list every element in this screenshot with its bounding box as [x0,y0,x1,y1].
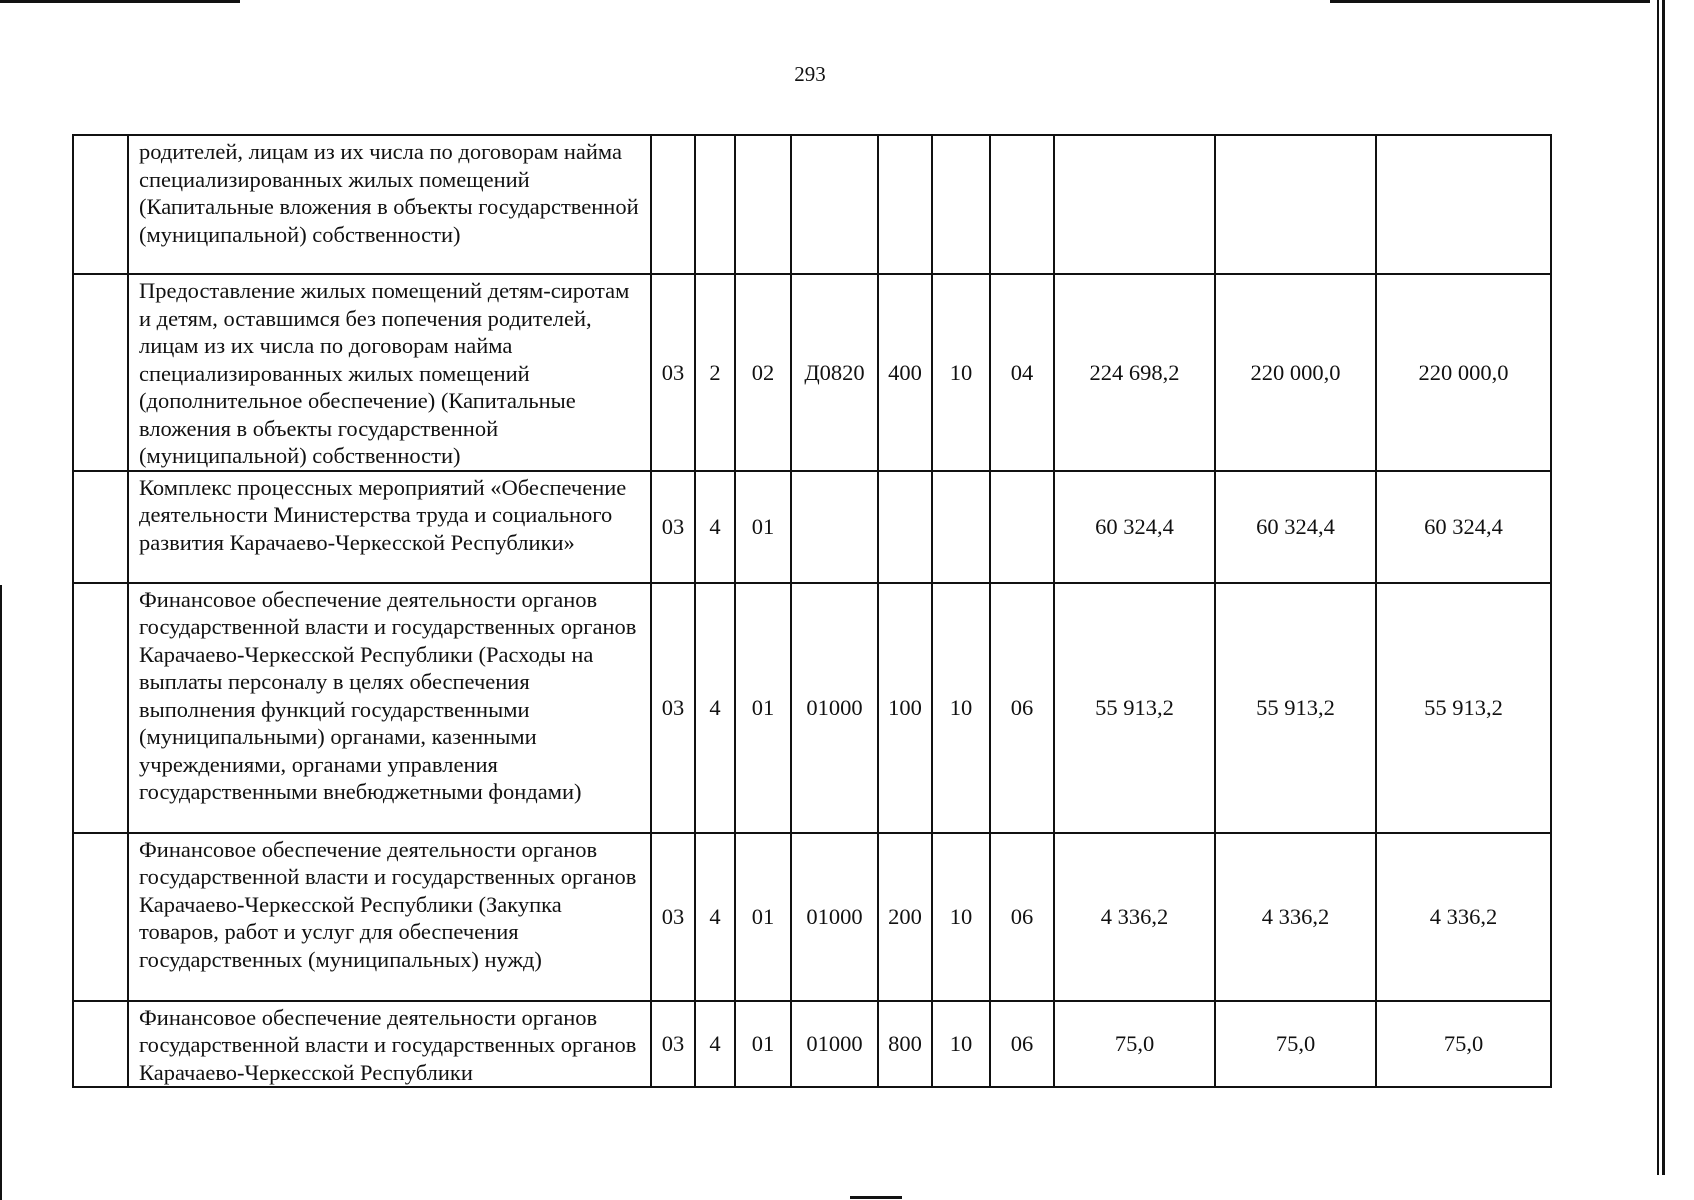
row-name-cell: Финансовое обеспечение деятельности органов государственной власти и государственных органов Карачаево-Черкесской Республики (Закупка товаров, работ и услуг для обеспечения государственных (муниципальных) нужд) [128,833,651,1001]
code-cell [735,135,791,274]
code-cell: 01000 [791,833,878,1001]
scan-edge-line-right-inner [1657,0,1659,1175]
code-cell: 2 [695,274,735,471]
amount-cell: 60 324,4 [1054,471,1215,583]
code-cell: Д0820 [791,274,878,471]
code-cell [932,471,990,583]
amount-cell: 220 000,0 [1376,274,1551,471]
amount-cell: 75,0 [1054,1001,1215,1088]
code-cell: 800 [878,1001,932,1088]
scan-edge-line-left [0,585,2,1200]
amount-cell: 75,0 [1376,1001,1551,1088]
code-cell: 06 [990,1001,1054,1088]
amount-cell: 60 324,4 [1215,471,1376,583]
scan-edge-line-top-right [1330,0,1650,3]
code-cell [932,135,990,274]
code-cell: 01 [735,833,791,1001]
code-cell [990,471,1054,583]
code-cell: 06 [990,833,1054,1001]
code-cell: 4 [695,1001,735,1088]
code-cell: 10 [932,833,990,1001]
code-cell [878,471,932,583]
amount-cell: 4 336,2 [1376,833,1551,1001]
code-cell [791,471,878,583]
amount-cell [1215,135,1376,274]
code-cell: 4 [695,471,735,583]
code-cell: 100 [878,583,932,833]
code-cell: 03 [651,833,695,1001]
row-number-cell [73,471,128,583]
amount-cell: 4 336,2 [1215,833,1376,1001]
code-cell: 01 [735,1001,791,1088]
code-cell: 01 [735,583,791,833]
amount-cell: 75,0 [1215,1001,1376,1088]
code-cell: 01000 [791,1001,878,1088]
code-cell: 04 [990,274,1054,471]
scan-edge-line-bottom [850,1196,902,1199]
code-cell: 03 [651,471,695,583]
code-cell [695,135,735,274]
table-row [73,135,1551,274]
row-number-cell [73,1001,128,1088]
amount-cell [1376,135,1551,274]
code-cell: 02 [735,274,791,471]
row-number-cell [73,135,128,274]
table-row [73,471,1551,583]
code-cell: 03 [651,1001,695,1088]
amount-cell: 55 913,2 [1215,583,1376,833]
code-cell: 4 [695,583,735,833]
code-cell: 10 [932,583,990,833]
row-name-cell: Финансовое обеспечение деятельности органов государственной власти и государственных органов Карачаево-Черкесской Республики [128,1001,651,1088]
row-number-cell [73,274,128,471]
table-row [73,833,1551,1001]
budget-table [72,134,1552,1088]
scan-edge-line-top [0,0,240,3]
code-cell [791,135,878,274]
amount-cell [1054,135,1215,274]
row-number-cell [73,833,128,1001]
amount-cell: 60 324,4 [1376,471,1551,583]
code-cell [651,135,695,274]
code-cell: 03 [651,583,695,833]
code-cell: 03 [651,274,695,471]
code-cell: 10 [932,1001,990,1088]
row-name-cell: Предоставление жилых помещений детям-сиротам и детям, оставшимся без попечения родителей, лицам из их числа по договорам найма специализированных жилых помещений (дополнительное обеспечение) (Капитальные вложения в объекты государственной (муниципальной) собственности) [128,274,651,471]
amount-cell: 55 913,2 [1054,583,1215,833]
amount-cell: 224 698,2 [1054,274,1215,471]
code-cell: 200 [878,833,932,1001]
row-name-cell: Финансовое обеспечение деятельности органов государственной власти и государственных органов Карачаево-Черкесской Республики (Расходы на выплаты персоналу в целях обеспечения выполнения функций государственными (муниципальными) органами, казенными учреждениями, органами управления государственными внебюджетными фондами) [128,583,651,833]
amount-cell: 220 000,0 [1215,274,1376,471]
amount-cell: 55 913,2 [1376,583,1551,833]
row-name-cell: Комплекс процессных мероприятий «Обеспечение деятельности Министерства труда и социального развития Карачаево-Черкесской Республики» [128,471,651,583]
code-cell: 400 [878,274,932,471]
amount-cell: 4 336,2 [1054,833,1215,1001]
code-cell [990,135,1054,274]
table-row [73,274,1551,471]
code-cell: 10 [932,274,990,471]
row-number-cell [73,583,128,833]
code-cell [878,135,932,274]
code-cell: 06 [990,583,1054,833]
table-row [73,583,1551,833]
code-cell: 4 [695,833,735,1001]
scan-edge-line-right [1662,0,1665,1175]
table-row [73,1001,1551,1088]
page-number: 293 [794,62,826,86]
row-name-cell: родителей, лицам из их числа по договорам найма специализированных жилых помещений (Капитальные вложения в объекты государственной (муниципальной) собственности) [128,135,651,274]
code-cell: 01 [735,471,791,583]
code-cell: 01000 [791,583,878,833]
